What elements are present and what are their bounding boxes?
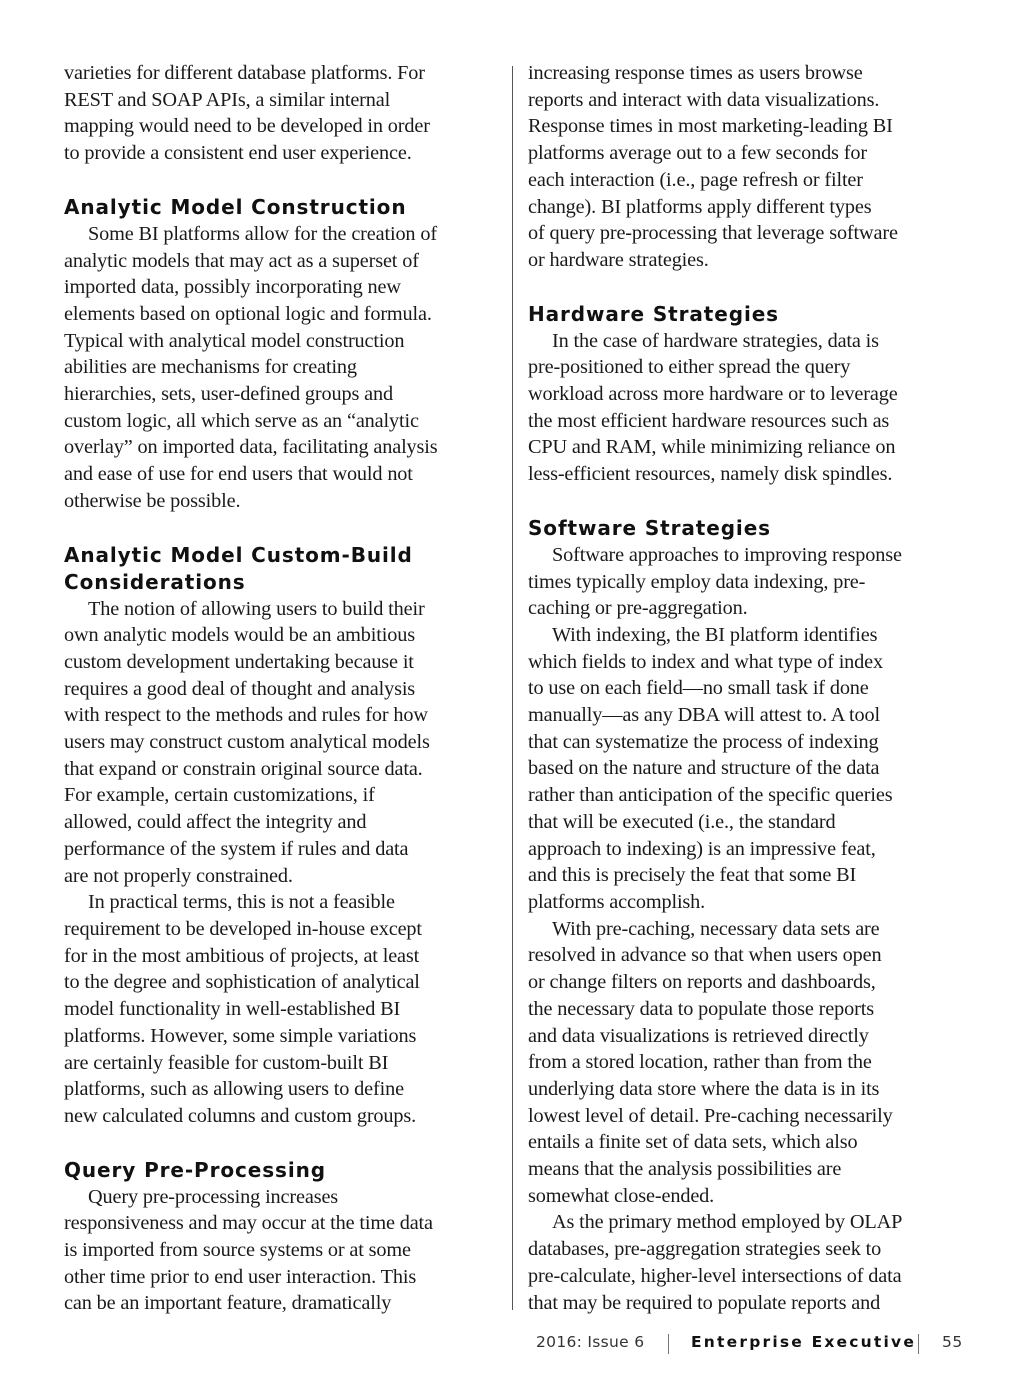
paragraph-software-2: With indexing, the BI platform identifies which fields to index and what type of index to use on each field—no small task if done manually—as any DBA will attest to. A tool that can systematize the process of indexing based on the nature and structure of the data rather than anticipation of the specific queries that will be executed (i.e., the standard approach to indexing) is an impressive feat, and this is precisely the feat that some BI platforms accomplish. [528, 623, 893, 913]
heading-software-strategies: Software Strategies [528, 515, 771, 540]
footer-issue: 2016: Issue 6 [536, 1333, 645, 1351]
column-divider [512, 66, 513, 1310]
heading-hardware-strategies: Hardware Strategies [528, 301, 779, 326]
heading-query-pre-processing: Query Pre-Processing [64, 1157, 326, 1182]
paragraph-analytic-model: Some BI platforms allow for the creation of analytic models that may act as a superset of imported data, possibly incorporating new elements based on optional logic and formula. Typical with analytical model construction abilities are mechanisms for creating hierarchies, sets, user-defined groups and custom logic, all which serve as an “analytic overlay” on imported data, facilitating analysis and ease of use for end users that would not otherwise be possible. [64, 222, 438, 512]
paragraph-software-3: With pre-caching, necessary data sets are resolved in advance so that when users open or change filters on reports and dashboards, the necessary data to populate those reports and data visualizations is retrieved directly from a stored location, rather than from the underlying data store where the data is in its lowest level of detail. Pre-caching necessarily entails a finite set of data sets, which also means that the analysis possibilities are somewhat close-ended. [528, 917, 893, 1207]
footer-separator [668, 1334, 669, 1354]
paragraph-custom-build-1: The notion of allowing users to build their own analytic models would be an ambitious custom development undertaking because it requires a good deal of thought and analysis with respect to the methods and rules for how users may construct custom analytical models that expand or constrain original source data. For example, certain customizations, if allowed, could affect the integrity and performance of the system if rules and data are not properly constrained. [64, 597, 430, 887]
footer-publication: Enterprise Executive [691, 1333, 917, 1351]
page-footer [0, 1333, 1024, 1357]
footer-separator [918, 1334, 919, 1354]
paragraph-software-1: Software approaches to improving response times typically employ data indexing, pre- caching or pre-aggregation. [528, 543, 902, 620]
left-column [64, 60, 496, 1317]
right-column [528, 60, 964, 1316]
page-number: 55 [942, 1333, 963, 1351]
heading-analytic-model-construction: Analytic Model Construction [64, 194, 407, 219]
heading-custom-build-considerations: Analytic Model Custom-Build Considerations [64, 542, 413, 594]
paragraph-hardware: In the case of hardware strategies, data is pre-positioned to either spread the query workload across more hardware or to leverage the most efficient hardware resources such as CPU and RAM, while minimizing reliance on less-efficient resources, namely disk spindles. [528, 329, 898, 486]
paragraph-query: Query pre-processing increases responsiveness and may occur at the time data is imported from source systems or at some other time prior to end user interaction. This can be an important feature, dramatically [64, 1185, 433, 1315]
paragraph-intro-left: varieties for different database platforms. For REST and SOAP APIs, a similar internal mapping would need to be developed in order to provide a consistent end user experience. [64, 62, 430, 165]
paragraph-software-4: As the primary method employed by OLAP databases, pre-aggregation strategies seek to pre-calculate, higher-level intersections of data that may be required to populate reports and [528, 1211, 903, 1314]
paragraph-custom-build-2: In practical terms, this is not a feasible requirement to be developed in-house except for in the most ambitious of projects, at least to the degree and sophistication of analytical model functionality in well-established BI platforms. However, some simple variations are certainly feasible for custom-built BI platforms, such as allowing users to define new calculated columns and custom groups. [64, 891, 422, 1127]
paragraph-intro-right: increasing response times as users browse reports and interact with data visualizations. Response times in most marketing-leading BI platforms average out to a few seconds for each interaction (i.e., page refresh or filter change). BI platforms apply different types of query pre-processing that leverage software or hardware strategies. [528, 62, 898, 271]
